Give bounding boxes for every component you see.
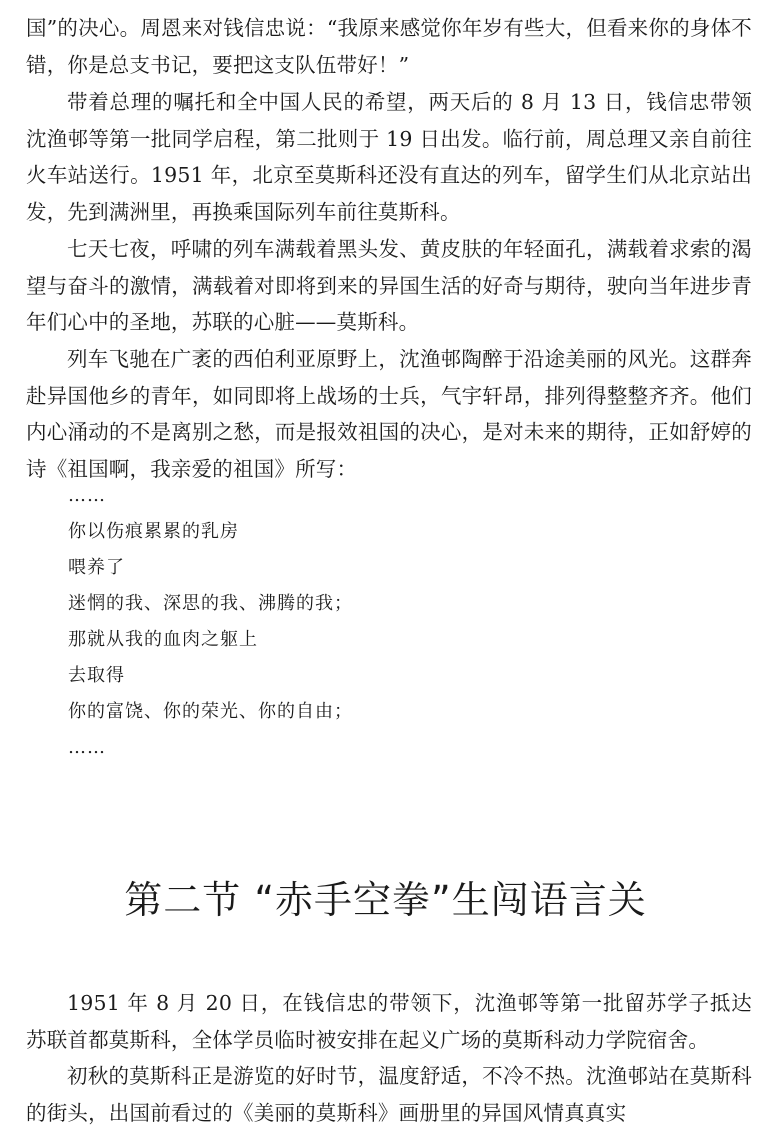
poem-ellipsis-top: …… [68,485,106,506]
poem-line-5: 去取得 [68,665,125,686]
poem-ellipsis-bottom: …… [68,737,106,758]
paragraph-early-autumn: 初秋的莫斯科正是游览的好时节，温度舒适，不冷不热。沈渔邨站在莫斯科的街头，出国前看过的《美丽的莫斯科》画册里的异国风情真真实 [26,1064,752,1125]
paragraph-siberia: 列车飞驰在广袤的西伯利亚原野上，沈渔邨陶醉于沿途美丽的风光。这群奔赴异国他乡的青年，如同即将上战场的士兵，气宇轩昂，排列得整整齐齐。他们内心涌动的不是离别之愁，而是报效祖国的决心，是对未来的期待，正如舒婷的诗《祖国啊，我亲爱的祖国》所写： [26,347,752,482]
poem-line-3: 迷惘的我、深思的我、沸腾的我； [68,593,353,614]
poem-line-1: 你以伤痕累累的乳房 [68,521,239,542]
poem-line-6: 你的富饶、你的荣光、你的自由； [68,701,353,722]
paragraph-train-journey: 七天七夜，呼啸的列车满载着黑头发、黄皮肤的年轻面孔，满载着求索的渴望与奋斗的激情，满载着对即将到来的异国生活的好奇与期待，驶向当年进步青年们心中的圣地，苏联的心脏——莫斯科。 [26,237,752,335]
poem-line-2: 喂养了 [68,557,125,578]
poem-line-4: 那就从我的血肉之躯上 [68,629,258,650]
paragraph-arrival: 1951 年 8 月 20 日，在钱信忠的带领下，沈渔邨等第一批留苏学子抵达苏联首都莫斯科，全体学员临时被安排在起义广场的莫斯科动力学院宿舍。 [26,991,752,1052]
paragraph-departure: 带着总理的嘱托和全中国人民的希望，两天后的 8 月 13 日，钱信忠带领沈渔邨等第一批同学启程，第二批则于 19 日出发。临行前，周总理又亲自前往火车站送行。1951 年，北京至莫斯科还没有直达的列车，留学生们从北京站出发，先到满洲里，再换乘国际列车前往莫斯科。 [26,90,752,225]
poem-quote [68,478,728,766]
paragraph-continued: 国”的决心。周恩来对钱信忠说：“我原来感觉你年岁有些大，但看来你的身体不错，你是总支书记，要把这支队伍带好！” [26,16,752,77]
section-title: 第二节 “赤手空拳”生闯语言关 [124,878,647,922]
